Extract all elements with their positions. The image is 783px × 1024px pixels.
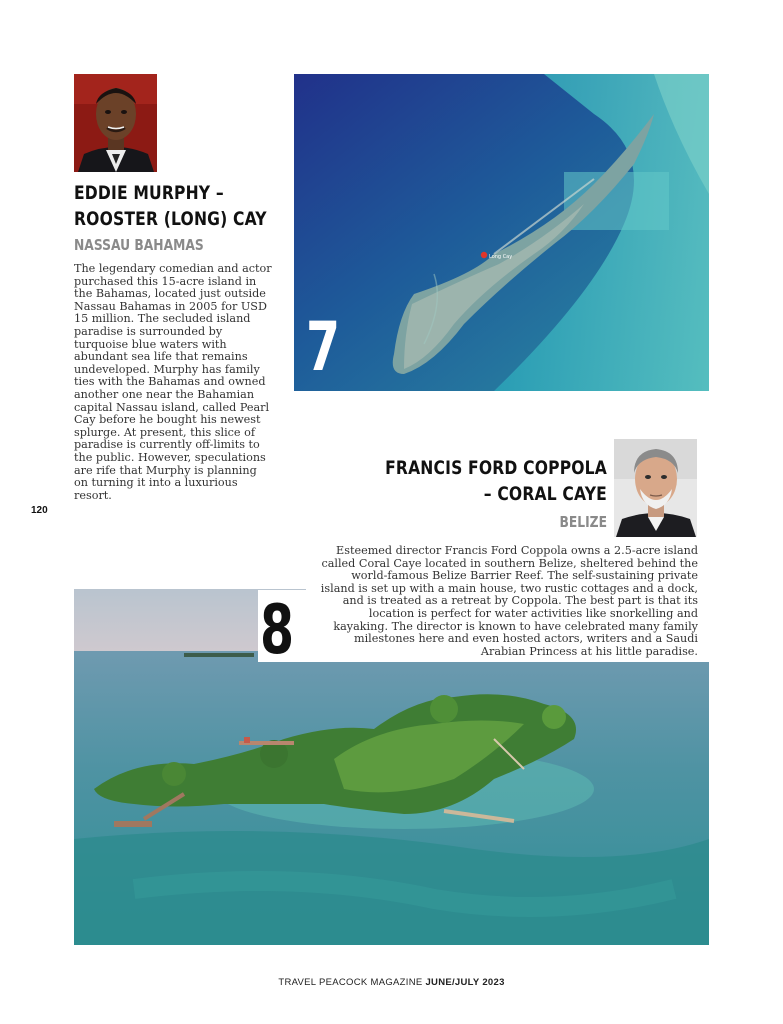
section8-title-line1: FRANCIS FORD COPPOLA xyxy=(385,457,607,479)
footer-magazine: TRAVEL PEACOCK MAGAZINE xyxy=(278,977,423,988)
francis-ford-coppola-portrait xyxy=(614,439,697,537)
section7-title xyxy=(74,180,267,232)
page-footer xyxy=(0,977,783,988)
section8-title xyxy=(330,455,607,531)
section7-title-line1: EDDIE MURPHY – xyxy=(74,182,224,204)
section7-number: 7 xyxy=(306,308,341,387)
section7-location: NASSAU BAHAMAS xyxy=(74,236,204,254)
eddie-murphy-portrait xyxy=(74,74,157,172)
section8-body: Esteemed director Francis Ford Coppola owns a 2.5-acre island called Coral Caye located in southern Belize, sheltered behind the world-famous Belize Barrier Reef. The self-sustaining private island is set up with a main house, two rustic cottages and a dock, and is treated as a retreat by Coppola. The best part is that its location is perfect for water activities like snorkelling and kayaking. The director is known to have celebrated many family milestones here and even hosted actors, writers and a Saudi Arabian Princess at his little paradise. xyxy=(320,544,698,658)
footer-issue: JUNE/JULY 2023 xyxy=(425,977,505,988)
section8-title-line2: – CORAL CAYE xyxy=(483,483,607,505)
section8-number: 8 xyxy=(260,591,295,670)
map-pin-label: Long Cay xyxy=(489,254,513,260)
section7-title-line2: ROOSTER (LONG) CAY xyxy=(74,208,267,230)
page-number: 120 xyxy=(31,505,48,516)
long-cay-satellite-image xyxy=(294,74,709,391)
section8-location: BELIZE xyxy=(559,513,607,531)
section7-body: The legendary comedian and actor purchased this 15-acre island in the Bahamas, located just outside Nassau Bahamas in 2005 for USD 15 million. The secluded island paradise is surrounded by turquoise blue waters with abundant sea life that remains undeveloped. Murphy has family ties with the Bahamas and owned another one near the Bahamian capital Nassau island, called Pearl Cay before he bought his newest splurge. At present, this slice of paradise is currently off-limits to the public. However, speculations are rife that Murphy is planning on turning it into a luxurious resort. xyxy=(74,262,272,502)
